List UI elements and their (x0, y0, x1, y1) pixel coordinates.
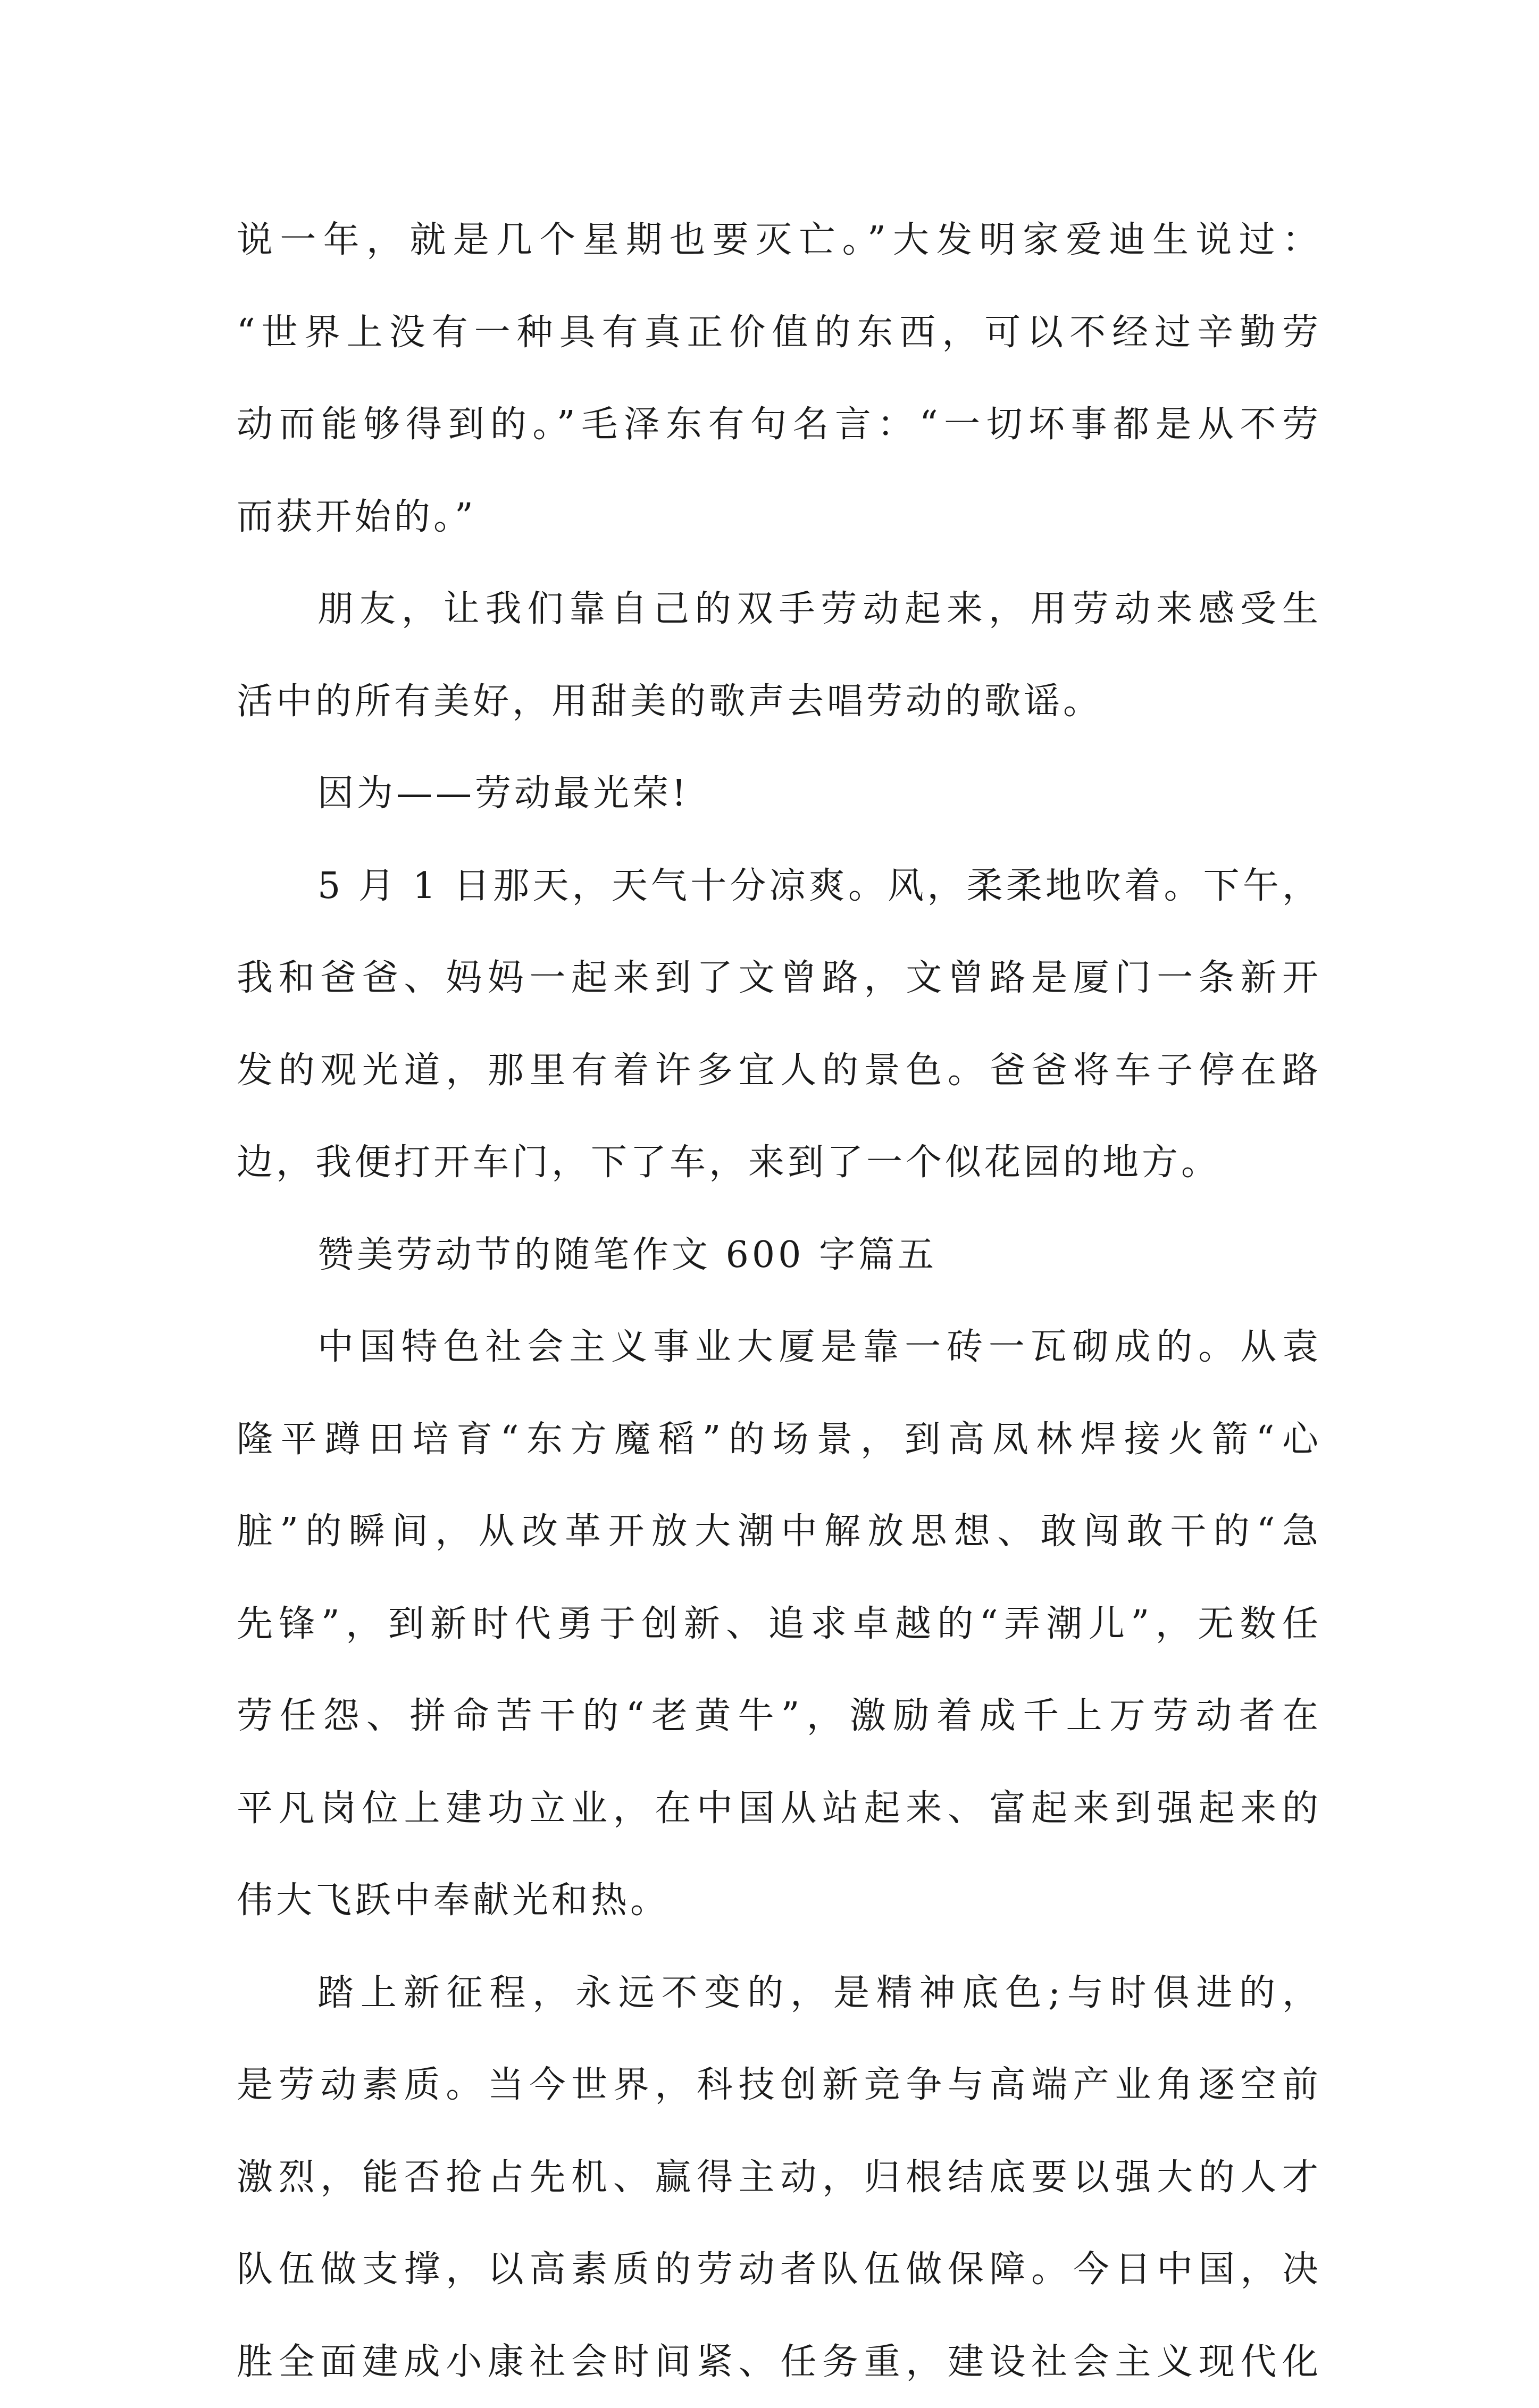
paragraph-first-line: 朋友，让我们靠自己的双手劳动起来，用劳动来感受生 (237, 563, 1321, 656)
text-line: 动而能够得到的。”毛泽东有句名言：“一切坏事都是从不劳 (237, 379, 1321, 471)
text-line: 说一年，就是几个星期也要灭亡。”大发明家爱迪生说过： (237, 194, 1321, 287)
paragraph-first-line: 踏上新征程，永远不变的，是精神底色;与时俱进的， (237, 1947, 1321, 2040)
paragraph-first-line: 中国特色社会主义事业大厦是靠一砖一瓦砌成的。从袁 (237, 1301, 1321, 1394)
text-line: 而获开始的。” (237, 471, 1321, 564)
text-line: 平凡岗位上建功立业，在中国从站起来、富起来到强起来的 (237, 1763, 1321, 1855)
text-line: 边，我便打开车门，下了车，来到了一个似花园的地方。 (237, 1117, 1321, 1209)
text-line: 活中的所有美好，用甜美的歌声去唱劳动的歌谣。 (237, 656, 1321, 748)
section-heading: 赞美劳动节的随笔作文 600 字篇五 (237, 1209, 1321, 1302)
text-line: 先锋”，到新时代勇于创新、追求卓越的“弄潮儿”，无数任 (237, 1578, 1321, 1671)
text-line: 胜全面建成小康社会时间紧、任务重，建设社会主义现代化 (237, 2316, 1321, 2408)
text-line: 队伍做支撑，以高素质的劳动者队伍做保障。今日中国，决 (237, 2224, 1321, 2316)
text-line: 激烈，能否抢占先机、赢得主动，归根结底要以强大的人才 (237, 2132, 1321, 2224)
text-line: 是劳动素质。当今世界，科技创新竞争与高端产业角逐空前 (237, 2039, 1321, 2132)
text-line: “世界上没有一种具有真正价值的东西，可以不经过辛勤劳 (237, 287, 1321, 379)
text-line: 脏”的瞬间，从改革开放大潮中解放思想、敢闯敢干的“急 (237, 1486, 1321, 1578)
text-line: 发的观光道，那里有着许多宜人的景色。爸爸将车子停在路 (237, 1025, 1321, 1117)
text-line: 伟大飞跃中奉献光和热。 (237, 1855, 1321, 1947)
document-body-text (237, 194, 1321, 2408)
text-line: 我和爸爸、妈妈一起来到了文曾路，文曾路是厦门一条新开 (237, 932, 1321, 1025)
paragraph-first-line: 因为——劳动最光荣! (237, 748, 1321, 840)
paragraph-first-line: 5 月 1 日那天，天气十分凉爽。风，柔柔地吹着。下午， (237, 840, 1321, 933)
text-line: 劳任怨、拼命苦干的“老黄牛”，激励着成千上万劳动者在 (237, 1670, 1321, 1763)
text-line: 隆平蹲田培育“东方魔稻”的场景，到高凤林焊接火箭“心 (237, 1394, 1321, 1486)
